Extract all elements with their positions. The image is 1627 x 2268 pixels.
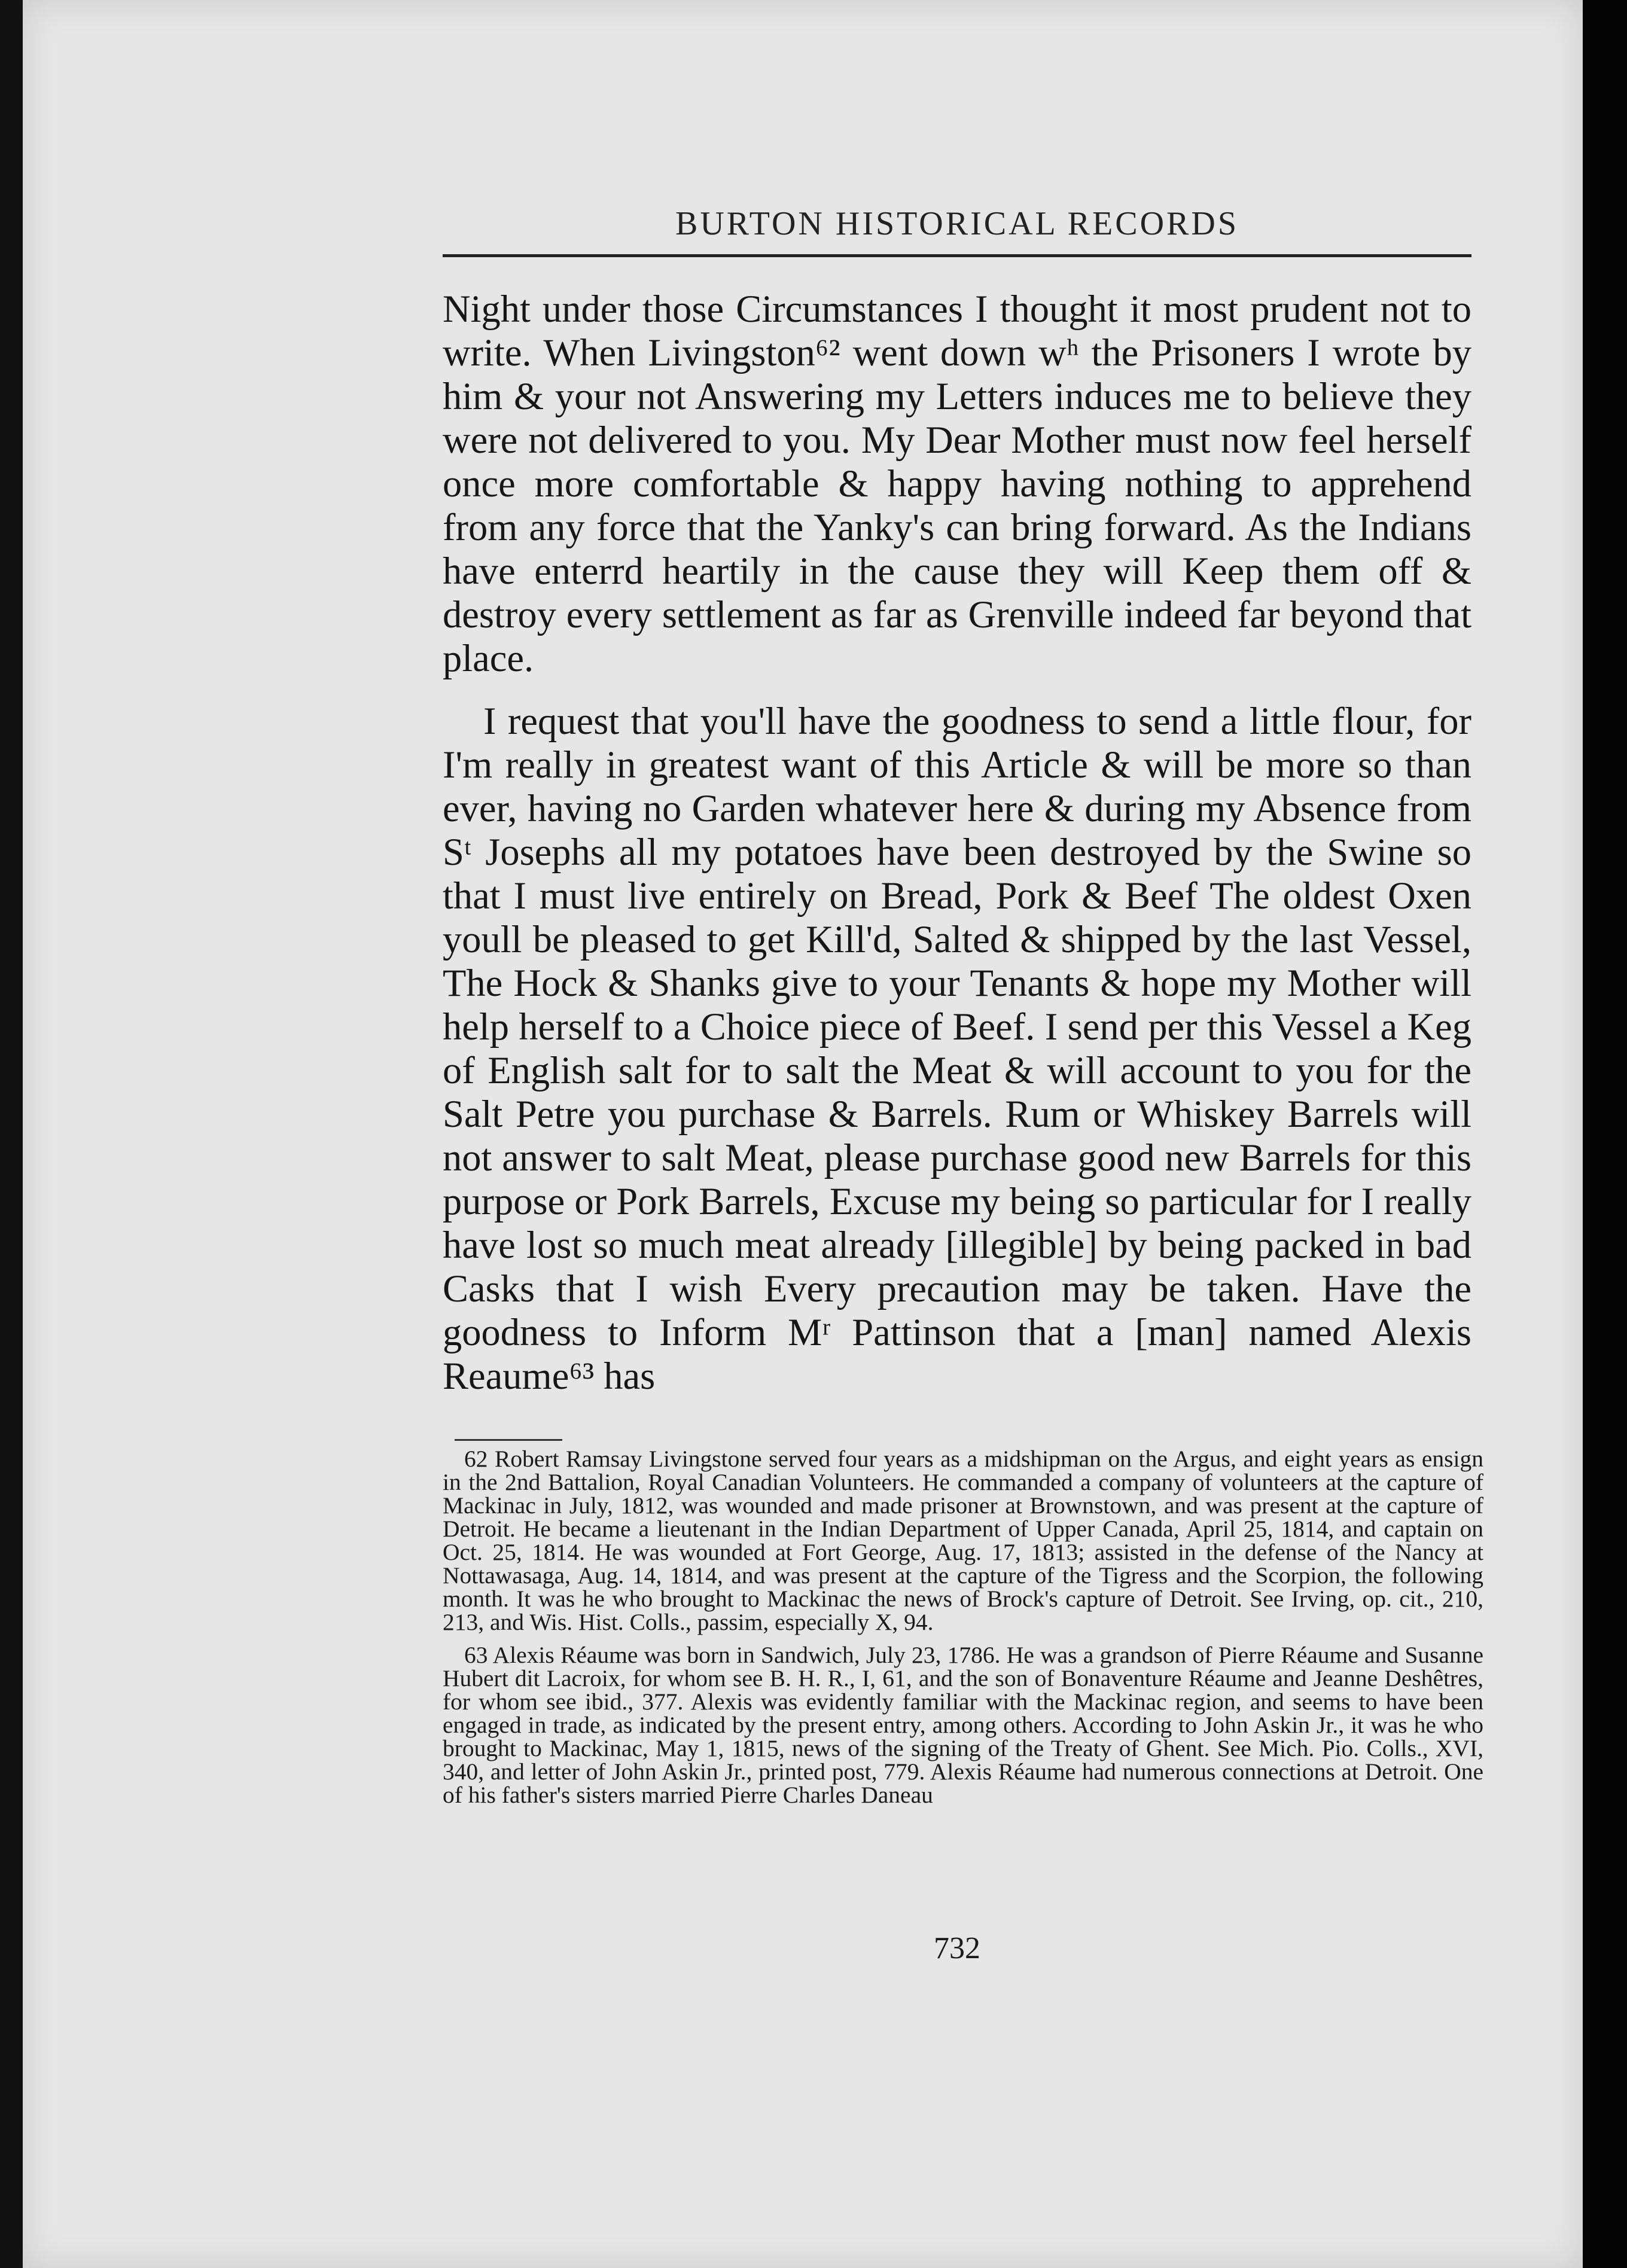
page-number: 732 [934, 1931, 980, 1965]
footnotes [443, 1447, 1483, 1807]
body-paragraph: Night under those Circumstances I thought it most prudent not to write. When Livingston⁶² went down wʰ the Prisoners I wrote by him & your not Answering my Letters induces me to believe they were not delivered to you. My Dear Mother must now feel herself once more comfortable & happy having nothing to apprehend from any force that the Yanky's can bring forward. As the Indians have enterrd heartily in the cause they will Keep them off & destroy every settlement as far as Grenville indeed far beyond that place. [443, 288, 1471, 679]
running-title: BURTON HISTORICAL RECORDS [675, 205, 1239, 242]
body-text [443, 287, 1471, 1398]
header-rule [443, 254, 1471, 257]
footnote-63: 63 Alexis Réaume was born in Sandwich, July 23, 1786. He was a grandson of Pierre Réaume and Susanne Hubert dit Lacroix, for whom see B. H. R., I, 61, and the son of Bonaventure Réaume and Jeanne Deshêtres, for whom see ibid., 377. Alexis was evidently familiar with the Mackinac region, and seems to have been engaged in trade, as indicated by the present entry, among others. According to John Askin Jr., it was he who brought to Mackinac, May 1, 1815, news of the signing of the Treaty of Ghent. See Mich. Pio. Colls., XVI, 340, and letter of John Askin Jr., printed post, 779. Alexis Réaume had numerous connections at Detroit. One of his father's sisters married Pierre Charles Daneau [443, 1642, 1483, 1808]
scan-background [1583, 0, 1627, 2268]
footnote-rule [455, 1439, 562, 1441]
footnote-62: 62 Robert Ramsay Livingstone served four years as a midshipman on the Argus, and eight years as ensign in the 2nd Battalion, Royal Canadian Volunteers. He commanded a company of volunteers at the capture of Mackinac in July, 1812, was wounded and made prisoner at Brownstown, and was present at the capture of Detroit. He became a lieutenant in the Indian Department of Upper Canada, April 25, 1814, and captain on Oct. 25, 1814. He was wounded at Fort George, Aug. 17, 1813; assisted in the defense of the Nancy at Nottawasaga, Aug. 14, 1814, and was present at the capture of the Tigress and the Scorpion, the following month. It was he who brought to Mackinac the news of Brock's capture of Detroit. See Irving, op. cit., 210, 213, and Wis. Hist. Colls., passim, especially X, 94. [443, 1446, 1483, 1635]
body-paragraph: I request that you'll have the goodness to send a little flour, for I'm really in greatest want of this Article & will be more so than ever, having no Garden whatever here & during my Absence from Sᵗ Josephs all my potatoes have been destroyed by the Swine so that I must live entirely on Bread, Pork & Beef The oldest Oxen youll be pleased to get Kill'd, Salted & shipped by the last Vessel, The Hock & Shanks give to your Tenants & hope my Mother will help herself to a Choice piece of Beef. I send per this Vessel a Keg of English salt for to salt the Meat & will account to you for the Salt Petre you purchase & Barrels. Rum or Whiskey Barrels will not answer to salt Meat, please purchase good new Barrels for this purpose or Pork Barrels, Excuse my being so particular for I really have lost so much meat already [illegible] by being packed in bad Casks that I wish Every precaution may be taken. Have the goodness to Inform Mʳ Pattinson that a [man] named Alexis Reaume⁶³ has [443, 700, 1471, 1397]
